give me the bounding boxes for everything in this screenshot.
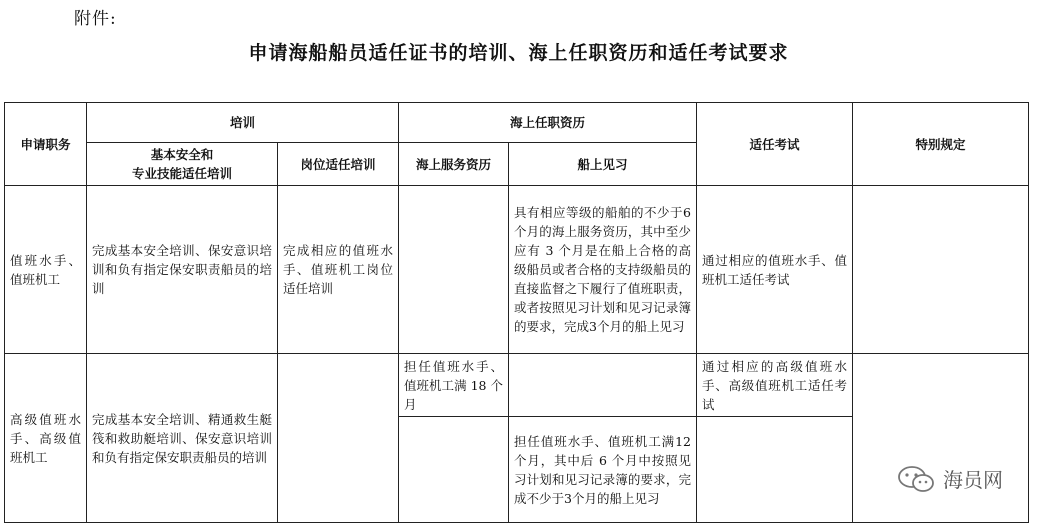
cell-onboard: 担任值班水手、值班机工满12个月，其中后 6 个月中按照见习计划和见习记录簿的要求，完成不少于3个月的船上见习	[509, 417, 697, 523]
cell-position: 值班水手、值班机工	[5, 186, 87, 354]
header-basic-safety	[87, 143, 278, 186]
header-sea-service: 海上服务资历	[399, 143, 509, 186]
cell-sea-service	[399, 186, 509, 354]
header-training: 培训	[87, 103, 399, 143]
table-row	[5, 186, 1029, 354]
cell-exam: 通过相应的值班水手、值班机工适任考试	[697, 186, 853, 354]
cell-special	[853, 354, 1029, 523]
cell-sea-service	[399, 417, 509, 523]
header-sea-record: 海上任职资历	[399, 103, 697, 143]
document-title: 申请海船船员适任证书的培训、海上任职资历和适任考试要求	[248, 42, 789, 64]
cell-onboard: 具有相应等级的船舶的不少于6个月的海上服务资历，其中至少应有 3 个月是在船上合格的高级船员或者合格的支持级船员的直接监督之下履行了值班职责，或者按照见习计划和见习记录簿的要求，完成3个月的船上见习	[509, 186, 697, 354]
header-position: 申请职务	[5, 103, 87, 186]
header-post-training: 岗位适任培训	[278, 143, 399, 186]
cell-post-training: 完成相应的值班水手、值班机工岗位适任培训	[278, 186, 399, 354]
header-basic-safety-line2: 专业技能适任培训	[131, 166, 232, 181]
cell-basic-training: 完成基本安全培训、精通救生艇筏和救助艇培训、保安意识培训和负有指定保安职责船员的培训	[87, 354, 278, 523]
cell-post-training	[278, 354, 399, 523]
header-onboard-training: 船上见习	[509, 143, 697, 186]
table-row	[5, 354, 1029, 417]
cell-onboard	[509, 354, 697, 417]
cell-special	[853, 186, 1029, 354]
attachment-label: 附件:	[74, 9, 117, 29]
header-special: 特别规定	[853, 103, 1029, 186]
watermark	[897, 464, 1003, 493]
header-exam: 适任考试	[697, 103, 853, 186]
header-basic-safety-line1: 基本安全和	[150, 147, 214, 162]
cell-exam-empty	[697, 417, 853, 523]
requirements-table	[4, 102, 1029, 523]
cell-exam: 通过相应的高级值班水手、高级值班机工适任考试	[697, 354, 853, 417]
cell-basic-training: 完成基本安全培训、保安意识培训和负有指定保安职责船员的培训	[87, 186, 278, 354]
cell-sea-service: 担任值班水手、值班机工满 18 个月	[399, 354, 509, 417]
cell-position: 高级值班水手、高级值班机工	[5, 354, 87, 523]
watermark-text: 海员网	[943, 468, 1003, 492]
wechat-icon	[897, 465, 935, 493]
